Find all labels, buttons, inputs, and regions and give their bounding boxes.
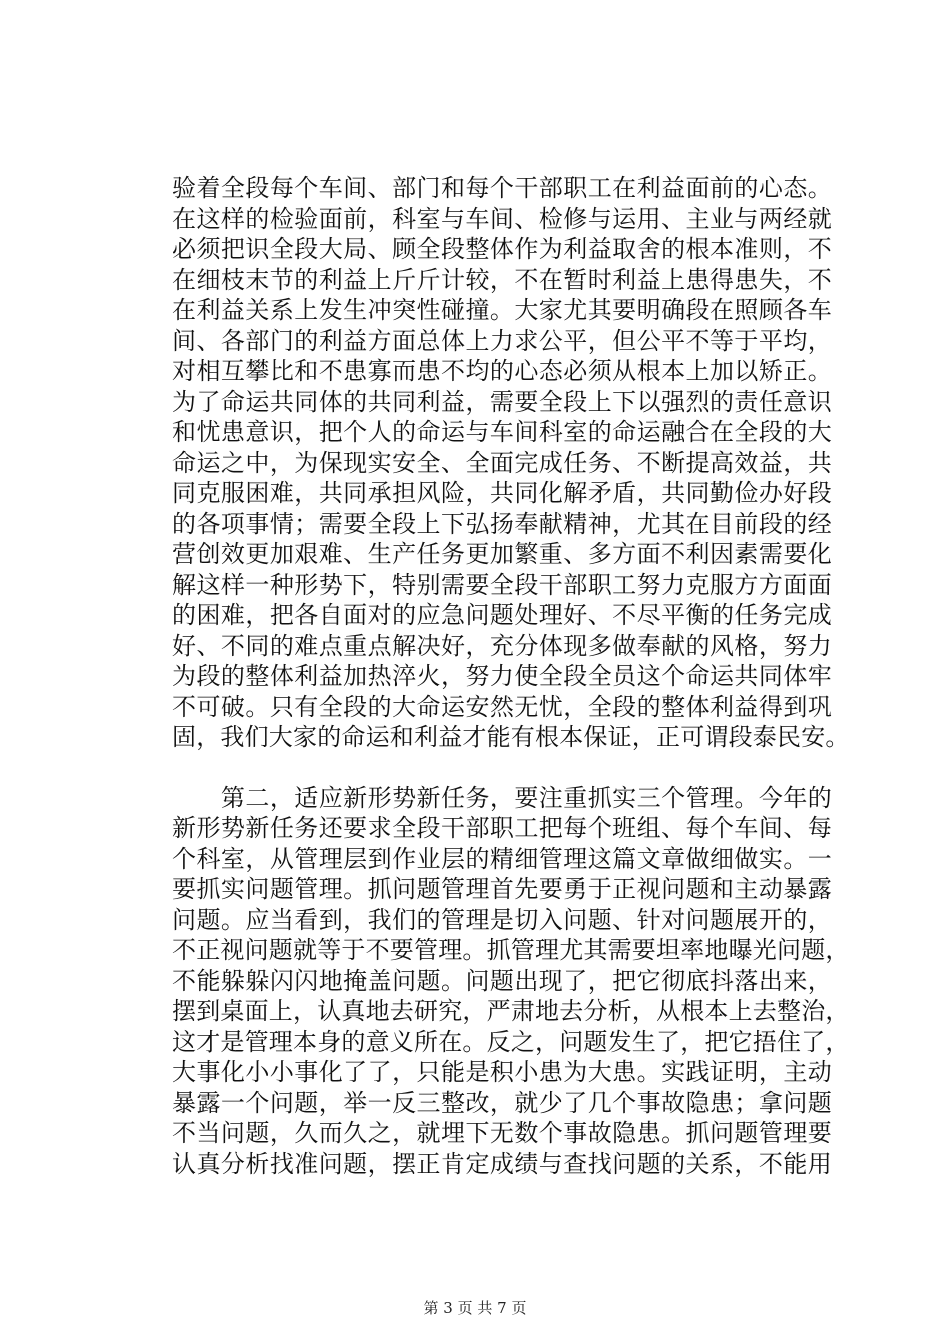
text-line: 在利益关系上发生冲突性碰撞。大家尤其要明确段在照顾各车 xyxy=(172,296,832,324)
text-line: 不能躲躲闪闪地掩盖问题。问题出现了，把它彻底抖落出来， xyxy=(172,966,832,995)
text-line: 解这样一种形势下，特别需要全段干部职工努力克服方方面面 xyxy=(172,570,832,599)
text-line: 问题。应当看到，我们的管理是切入问题、针对问题展开的， xyxy=(172,905,832,934)
text-line: 同克服困难，共同承担风险，共同化解矛盾，共同勤俭办好段 xyxy=(172,479,832,507)
text-line: 暴露一个问题，举一反三整改，就少了几个事故隐患；拿问题 xyxy=(172,1088,832,1117)
text-line: 摆到桌面上，认真地去研究，严肃地去分析，从根本上去整治， xyxy=(172,997,850,1025)
text-line: 和忧患意识，把个人的命运与车间科室的命运融合在全段的大 xyxy=(172,418,832,446)
text-line: 不当问题，久而久之，就埋下无数个事故隐患。抓问题管理要 xyxy=(172,1119,832,1147)
text-line: 对相互攀比和不患寡而患不均的心态必须从根本上加以矫正。 xyxy=(172,357,832,385)
text-line: 在这样的检验面前，科室与车间、检修与运用、主业与两经就 xyxy=(172,204,832,233)
text-line: 不正视问题就等于不要管理。抓管理尤其需要坦率地曝光问题， xyxy=(172,936,850,964)
text-line: 为了命运共同体的共同利益，需要全段上下以强烈的责任意识 xyxy=(172,387,832,416)
text-line: 第二，适应新形势新任务，要注重抓实三个管理。今年的 xyxy=(172,783,832,812)
document-body xyxy=(172,173,850,1179)
text-line: 验着全段每个车间、部门和每个干部职工在利益面前的心态。 xyxy=(172,174,832,202)
paragraph-2 xyxy=(172,783,850,1180)
text-line: 新形势新任务还要求全段干部职工把每个班组、每个车间、每 xyxy=(172,814,832,842)
text-line: 个科室，从管理层到作业层的精细管理这篇文章做细做实。一 xyxy=(172,844,832,873)
text-line: 的困难，把各自面对的应急问题处理好、不尽平衡的任务完成 xyxy=(172,601,832,629)
text-line: 固，我们大家的命运和利益才能有根本保证，正可谓段泰民安。 xyxy=(172,723,850,751)
text-line: 大事化小小事化了了，只能是积小患为大患。实践证明，主动 xyxy=(172,1058,832,1086)
text-line: 为段的整体利益加热淬火，努力使全段全员这个命运共同体牢 xyxy=(172,662,832,690)
text-line: 营创效更加艰难、生产任务更加繁重、多方面不利因素需要化 xyxy=(172,540,832,568)
text-line: 间、各部门的利益方面总体上力求公平，但公平不等于平均， xyxy=(172,326,832,355)
text-line: 在细枝末节的利益上斤斤计较，不在暂时利益上患得患失，不 xyxy=(172,265,832,294)
text-line: 必须把识全段大局、顾全段整体作为利益取舍的根本准则，不 xyxy=(172,235,832,263)
text-line: 命运之中，为保现实安全、全面完成任务、不断提高效益，共 xyxy=(172,448,832,477)
page-number-footer: 第 3 页 共 7 页 xyxy=(423,1299,527,1317)
text-line: 要抓实问题管理。抓问题管理首先要勇于正视问题和主动暴露 xyxy=(172,875,832,903)
paragraph-gap xyxy=(172,753,832,783)
text-line: 认真分析找准问题，摆正肯定成绩与查找问题的关系，不能用 xyxy=(172,1149,832,1178)
text-line: 好、不同的难点重点解决好，充分体现多做奉献的风格，努力 xyxy=(172,631,832,660)
paragraph-1 xyxy=(172,173,850,753)
text-line: 不可破。只有全段的大命运安然无忧，全段的整体利益得到巩 xyxy=(172,692,832,721)
text-line: 的各项事情；需要全段上下弘扬奉献精神，尤其在目前段的经 xyxy=(172,509,832,538)
text-line: 这才是管理本身的意义所在。反之，问题发生了，把它捂住了， xyxy=(172,1027,850,1056)
